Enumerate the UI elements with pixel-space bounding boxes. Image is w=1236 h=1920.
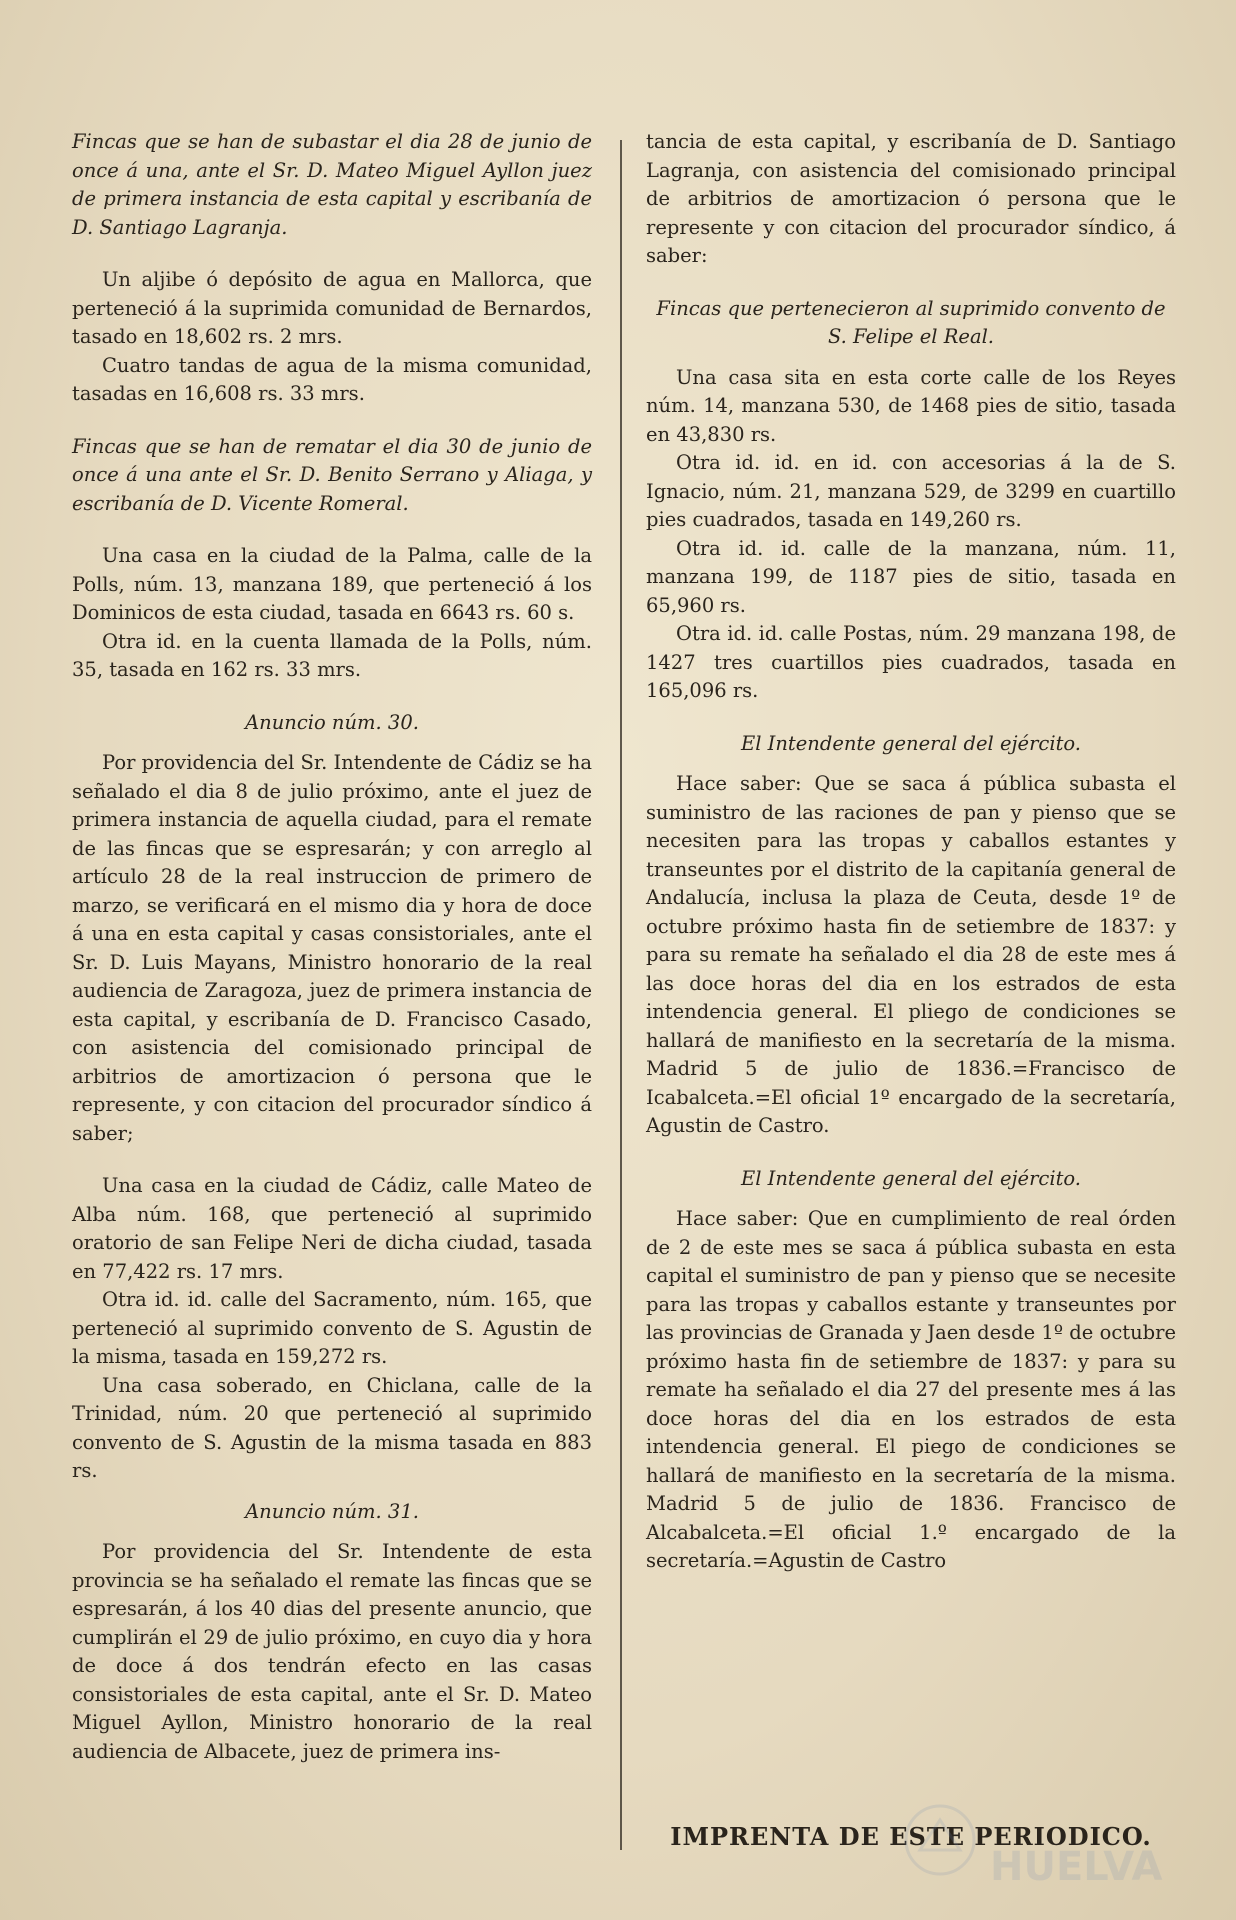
left-column (72, 128, 592, 1766)
heading-fincas-28-junio: Fincas que se han de subastar el dia 28 de junio de once á una, ante el Sr. D. Mateo Miguel Ayllon juez de primera instancia de esta capital y escribanía de D. Santiago Lagranja. (72, 130, 592, 239)
paragraph: Otra id. id. calle Postas, núm. 29 manzana 198, de 1427 tres cuartillos pies cuadrados, tasada en 165,096 rs. (646, 622, 1176, 702)
paragraph: Hace saber: Que se saca á pública subasta el suministro de las raciones de pan y pienso que se necesiten para las tropas y caballos estantes y transeuntes por el distrito de la capitanía general de Andalucía, inclusa la plaza de Ceuta, desde 1º de octubre próximo hasta fin de setiembre de 1837: y para su remate ha señalado el dia 28 de este mes á las doce horas del dia en los estrados de esta intendencia general. El pliego de condiciones se hallará de manifiesto en la secretaría de la misma. Madrid 5 de julio de 1836.=Francisco de Icabalceta.=El oficial 1º encargado de la secretaría, Agustin de Castro. (646, 772, 1176, 1137)
paragraph: Otra id. en la cuenta llamada de la Polls, núm. 35, tasada en 162 rs. 33 mrs. (72, 629, 592, 681)
paragraph: Por providencia del Sr. Intendente de esta provincia se ha señalado el remate las fincas que se espresarán, á los 40 dias del presente anuncio, que cumplirán el 29 de julio próximo, en cuyo dia y hora de doce á dos tendrán efecto en las casas consistoriales de esta capital, ante el Sr. D. Mateo Miguel Ayllon, Ministro honorario de la real audiencia de Albacete, juez de primera ins- (72, 1540, 592, 1763)
huelva-watermark (880, 1800, 1180, 1900)
paragraph: Hace saber: Que en cumplimiento de real órden de 2 de este mes se saca á pública subasta en esta capital el suministro de pan y pienso que se necesite para las tropas y caballos estante y transeuntes por las provincias de Granada y Jaen desde 1º de octubre próximo hasta fin de setiembre de 1837: y para su remate ha señalado el dia 27 del presente mes á las doce horas del dia en los estrados de esta intendencia general. El piego de condiciones se hallará de manifiesto en la secretaría de la misma. Madrid 5 de julio de 1836. Francisco de Alcabalceta.=El oficial 1.º encargado de la secretaría.=Agustin de Castro (646, 1207, 1176, 1572)
paragraph: Por providencia del Sr. Intendente de Cádiz se ha señalado el dia 8 de julio próximo, ante el juez de primera instancia de aquella ciudad, para el remate de las fincas que se espresarán; y con arreglo al artículo 28 de la real instruccion de primero de marzo, se verificará en el mismo dia y hora de doce á una en esta capital y casas consistoriales, ante el Sr. D. Luis Mayans, Ministro honorario de la real audiencia de Zaragoza, juez de primera instancia de esta capital, y escribanía de D. Francisco Casado, con asistencia del comisionado principal de arbitrios de amortizacion ó persona que le represente, y con citacion del procurador síndico á saber; (72, 751, 592, 1145)
imprenta-footer: IMPRENTA DE ESTE PERIODICO. (670, 1822, 1152, 1851)
column-divider (620, 140, 622, 1850)
paragraph: Una casa sita en esta corte calle de los Reyes núm. 14, manzana 530, de 1468 pies de sitio, tasada en 43,830 rs. (646, 365, 1176, 446)
heading-intendente-1: El Intendente general del ejército. (740, 731, 1082, 755)
paragraph: Otra id. id. en id. con accesorias á la de S. Ignacio, núm. 21, manzana 529, de 3299 en cuartillo pies cuadrados, tasada en 149,260 rs. (646, 451, 1176, 531)
heading-felipe-el-real: Fincas que pertenecieron al suprimido convento de S. Felipe el Real. (656, 296, 1166, 348)
heading-intendente-2: El Intendente general del ejército. (740, 1166, 1082, 1190)
paragraph: Una casa en la ciudad de Cádiz, calle Mateo de Alba núm. 168, que perteneció al suprimido oratorio de san Felipe Neri de dicha ciudad, tasada en 77,422 rs. 17 mrs. (72, 1174, 592, 1283)
heading-fincas-30-junio: Fincas que se han de rematar el dia 30 de junio de once á una ante el Sr. D. Benito Serrano y Aliaga, y escribanía de D. Vicente Romeral. (72, 434, 592, 515)
anuncio-30-heading: Anuncio núm. 30. (245, 710, 419, 734)
right-column (646, 128, 1176, 1576)
paragraph: Una casa en la ciudad de la Palma, calle de la Polls, núm. 13, manzana 189, que perteneció á los Dominicos de esta ciudad, tasada en 6643 rs. 60 s. (72, 544, 592, 624)
paragraph: Una casa soberado, en Chiclana, calle de la Trinidad, núm. 20 que perteneció al suprimido convento de S. Agustin de la misma tasada en 883 rs. (72, 1373, 592, 1482)
paragraph: Cuatro tandas de agua de la misma comunidad, tasadas en 16,608 rs. 33 mrs. (72, 353, 592, 405)
anuncio-31-heading: Anuncio núm. 31. (245, 1499, 419, 1523)
paragraph: Otra id. id. calle del Sacramento, núm. 165, que perteneció al suprimido convento de S. Agustin de la misma, tasada en 159,272 rs. (72, 1288, 592, 1368)
watermark-text: HUELVA (990, 1844, 1163, 1890)
paragraph: Un aljibe ó depósito de agua en Mallorca, que perteneció á la suprimida comunidad de Bernardos, tasado en 18,602 rs. 2 mrs. (72, 268, 592, 348)
paragraph: tancia de esta capital, y escribanía de D. Santiago Lagranja, con asistencia del comisionado principal de arbitrios de amortizacion ó persona que le represente y con citacion del procurador síndico, á saber: (646, 130, 1176, 267)
paragraph: Otra id. id. calle de la manzana, núm. 11, manzana 199, de 1187 pies de sitio, tasada en 65,960 rs. (646, 536, 1176, 617)
